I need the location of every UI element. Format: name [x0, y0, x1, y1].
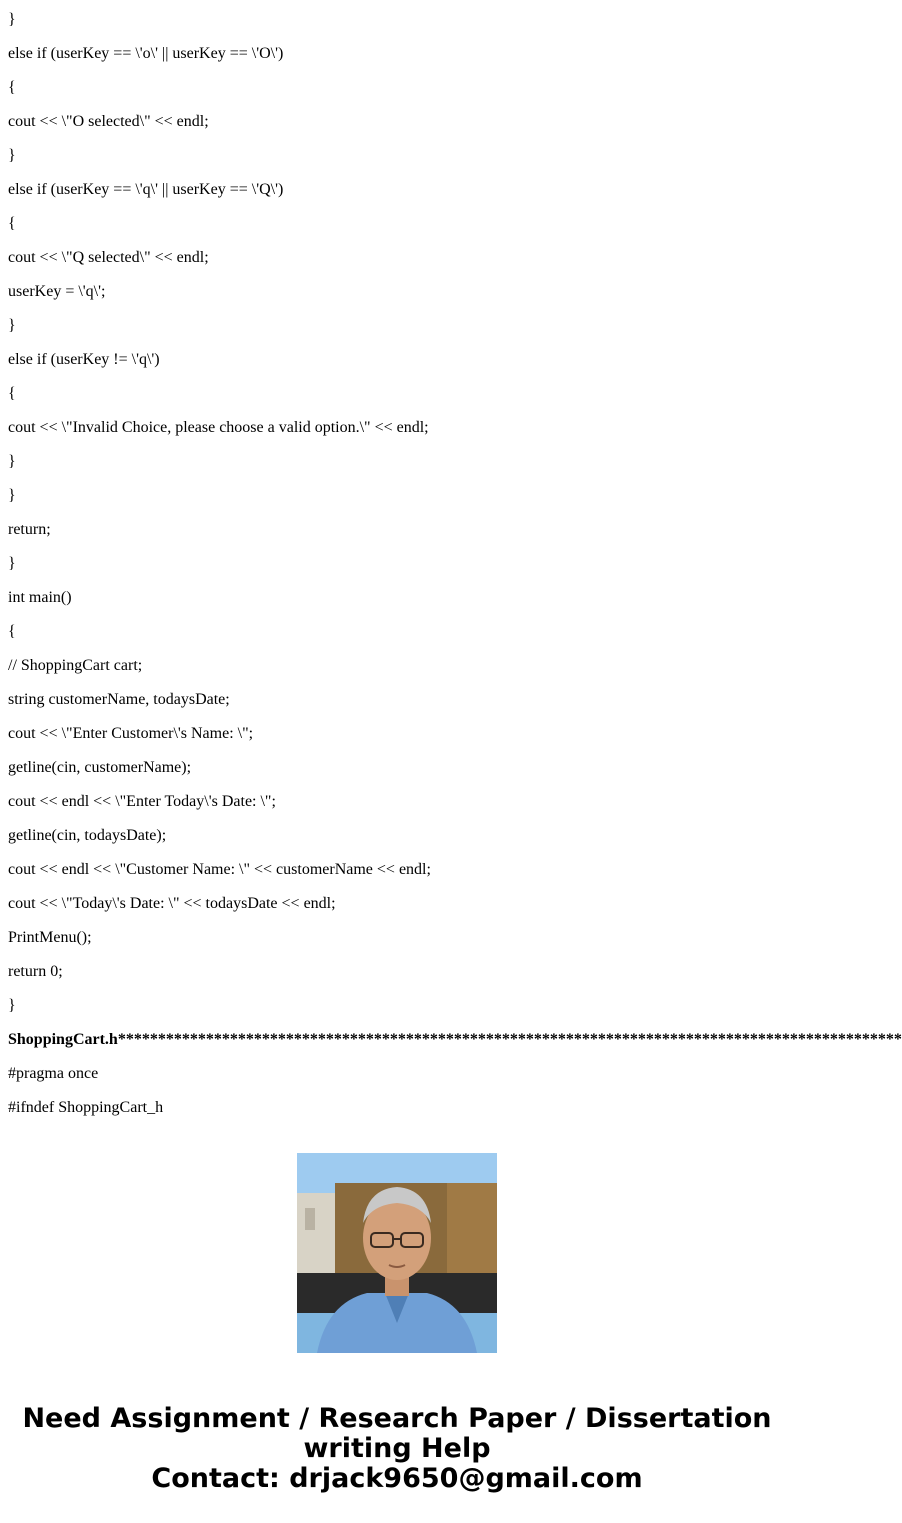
code-line: cout << \"Enter Customer\'s Name: \"; — [8, 725, 254, 742]
code-line: PrintMenu(); — [8, 929, 92, 946]
code-line: cout << \"Today\'s Date: \" << todaysDate << endl; — [8, 895, 336, 912]
code-line: else if (userKey == \'q\' || userKey == \'Q\') — [8, 181, 284, 198]
code-line: string customerName, todaysDate; — [8, 691, 230, 708]
code-line: cout << endl << \"Enter Today\'s Date: \"; — [8, 793, 276, 810]
code-line: } — [8, 555, 16, 572]
code-line: return; — [8, 521, 51, 538]
code-line: return 0; — [8, 963, 63, 980]
code-line: else if (userKey == \'o\' || userKey == \'O\') — [8, 45, 284, 62]
promo-line-2: writing Help — [303, 1433, 491, 1464]
code-line: cout << \"O selected\" << endl; — [8, 113, 209, 130]
code-line: getline(cin, todaysDate); — [8, 827, 167, 844]
code-line: { — [8, 623, 16, 640]
code-line: } — [8, 147, 16, 164]
code-line: #pragma once — [8, 1065, 99, 1082]
code-line: } — [8, 11, 16, 28]
code-line: { — [8, 215, 16, 232]
code-line: userKey = \'q\'; — [8, 283, 106, 300]
code-line: } — [8, 317, 16, 334]
code-line: { — [8, 79, 16, 96]
code-line: getline(cin, customerName); — [8, 759, 192, 776]
code-line: #ifndef ShoppingCart_h — [8, 1099, 164, 1116]
promo-banner — [0, 1404, 794, 1494]
code-line: // ShoppingCart cart; — [8, 657, 143, 674]
code-line: cout << \"Q selected\" << endl; — [8, 249, 209, 266]
code-listing — [8, 8, 902, 1130]
promo-contact: Contact: drjack9650@gmail.com — [151, 1463, 643, 1494]
promo-line-1: Need Assignment / Research Paper / Dissertation — [22, 1403, 772, 1434]
code-line: cout << \"Invalid Choice, please choose a valid option.\" << endl; — [8, 419, 429, 436]
author-portrait-image — [297, 1153, 497, 1353]
code-line: } — [8, 997, 16, 1014]
author-avatar — [297, 1153, 497, 1353]
code-line: { — [8, 385, 16, 402]
code-line: } — [8, 453, 16, 470]
code-line: } — [8, 487, 16, 504]
code-line: cout << endl << \"Customer Name: \" << customerName << endl; — [8, 861, 431, 878]
file-heading: ShoppingCart.h************************************************************************************************** — [8, 1031, 902, 1048]
code-line: int main() — [8, 589, 72, 606]
code-line: else if (userKey != \'q\') — [8, 351, 160, 368]
